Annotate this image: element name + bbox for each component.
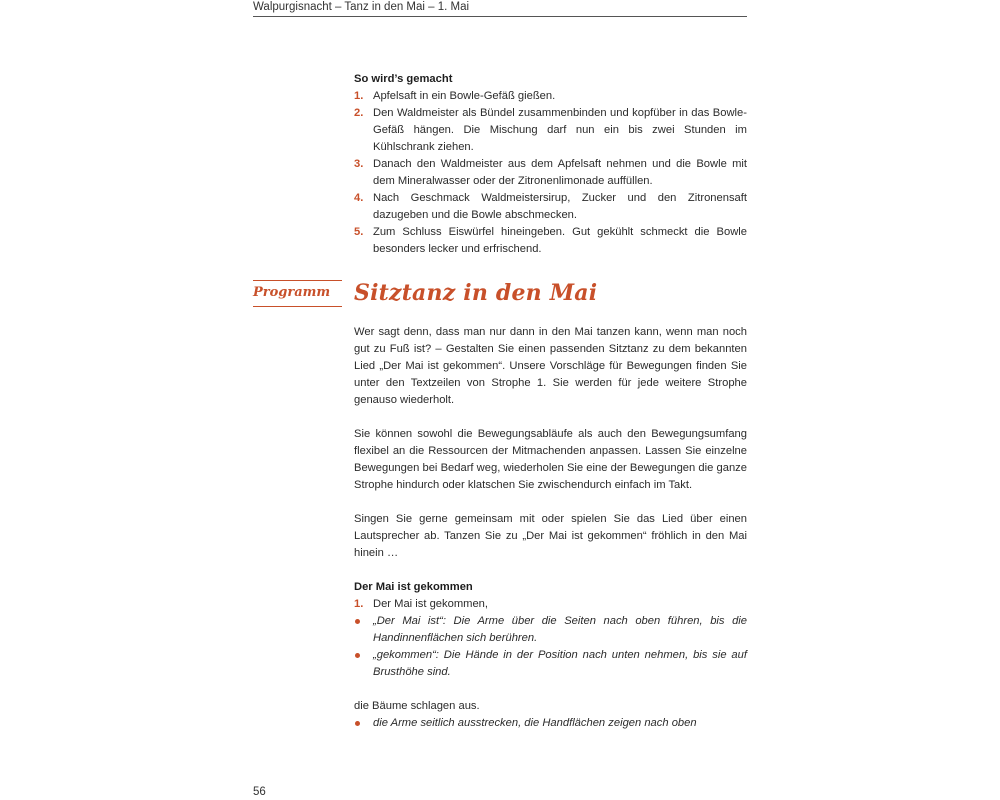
step-number: 3. (354, 158, 364, 170)
recipe-step (354, 190, 747, 224)
bullet-icon (355, 619, 360, 624)
step-text: Danach den Waldmeister aus dem Apfelsaft nehmen und die Bowle mit dem Mineralwasser oder der Zitronenlimonade auffüllen. (373, 158, 747, 187)
verse-number: 1. (354, 598, 364, 610)
song-heading: Der Mai ist gekommen (354, 581, 473, 593)
bullet-icon (355, 721, 360, 726)
running-header: Walpurgisnacht – Tanz in den Mai – 1. Mai (253, 0, 747, 17)
recipe-step (354, 88, 747, 105)
verse-text: Der Mai ist gekommen, (373, 598, 489, 610)
sidebar-label-programm: Programm (253, 285, 331, 300)
recipe-step (354, 156, 747, 190)
movement-item (354, 613, 747, 647)
step-number: 5. (354, 226, 364, 238)
movement-list (354, 613, 747, 681)
paragraph: Singen Sie gerne gemeinsam mit oder spielen Sie das Lied über einen Lautsprecher ab. Tanzen Sie zu „Der Mai ist gekommen“ fröhlich in den Mai hinein … (354, 513, 747, 559)
step-text: Den Waldmeister als Bündel zusammenbinden und kopfüber in das Bowle-Gefäß hängen. Die Mischung darf nun ein bis zwei Stunden im Kühlschrank ziehen. (373, 107, 747, 153)
paragraph: Sie können sowohl die Bewegungsabläufe als auch den Bewegungsumfang flexibel an die Ressourcen der Mitmachenden anpassen. Lassen Sie einzelne Bewegungen bei Bedarf weg, wiederholen Sie eine der Bewegungen die ganze Strophe hindurch oder klatschen Sie zwischendurch einfach im Takt. (354, 428, 747, 491)
recipe-block (354, 71, 747, 258)
recipe-steps (354, 88, 747, 258)
movement-text: „gekommen“: Die Hände in der Position nach unten nehmen, bis sie auf Brusthöhe sind. (373, 649, 747, 678)
movement-list (354, 715, 747, 732)
step-number: 2. (354, 107, 364, 119)
movement-text: „Der Mai ist“: Die Arme über die Seiten nach oben führen, bis die Handinnenflächen sich berühren. (373, 615, 747, 644)
step-text: Apfelsaft in ein Bowle-Gefäß gießen. (373, 90, 556, 102)
bullet-icon (355, 653, 360, 658)
sidebar-divider-top (253, 280, 342, 281)
movement-item (354, 647, 747, 681)
section-body (354, 324, 747, 732)
recipe-step (354, 224, 747, 258)
verse-line (354, 596, 747, 613)
sidebar-divider-bottom (253, 306, 342, 307)
recipe-heading: So wird’s gemacht (354, 73, 453, 85)
section-title: Sitztanz in den Mai (354, 280, 598, 306)
step-number: 4. (354, 192, 364, 204)
movement-text: die Arme seitlich ausstrecken, die Handflächen zeigen nach oben (373, 717, 697, 729)
step-text: Zum Schluss Eiswürfel hineingeben. Gut gekühlt schmeckt die Bowle besonders lecker und erfrischend. (373, 226, 747, 255)
page-number: 56 (253, 786, 266, 798)
step-number: 1. (354, 90, 364, 102)
verse-line: die Bäume schlagen aus. (354, 700, 480, 712)
recipe-step (354, 105, 747, 156)
paragraph: Wer sagt denn, dass man nur dann in den Mai tanzen kann, wenn man noch gut zu Fuß ist? – Gestalten Sie einen passenden Sitztanz zu dem bekannten Lied „Der Mai ist gekommen“. Unsere Vorschläge für Bewegungen finden Sie unter den Textzeilen von Strophe 1. Sie werden für jede weitere Strophe genauso wiederholt. (354, 326, 747, 406)
step-text: Nach Geschmack Waldmeistersirup, Zucker und den Zitronensaft dazugeben und die Bowle abschmecken. (373, 192, 747, 221)
movement-item (354, 715, 747, 732)
